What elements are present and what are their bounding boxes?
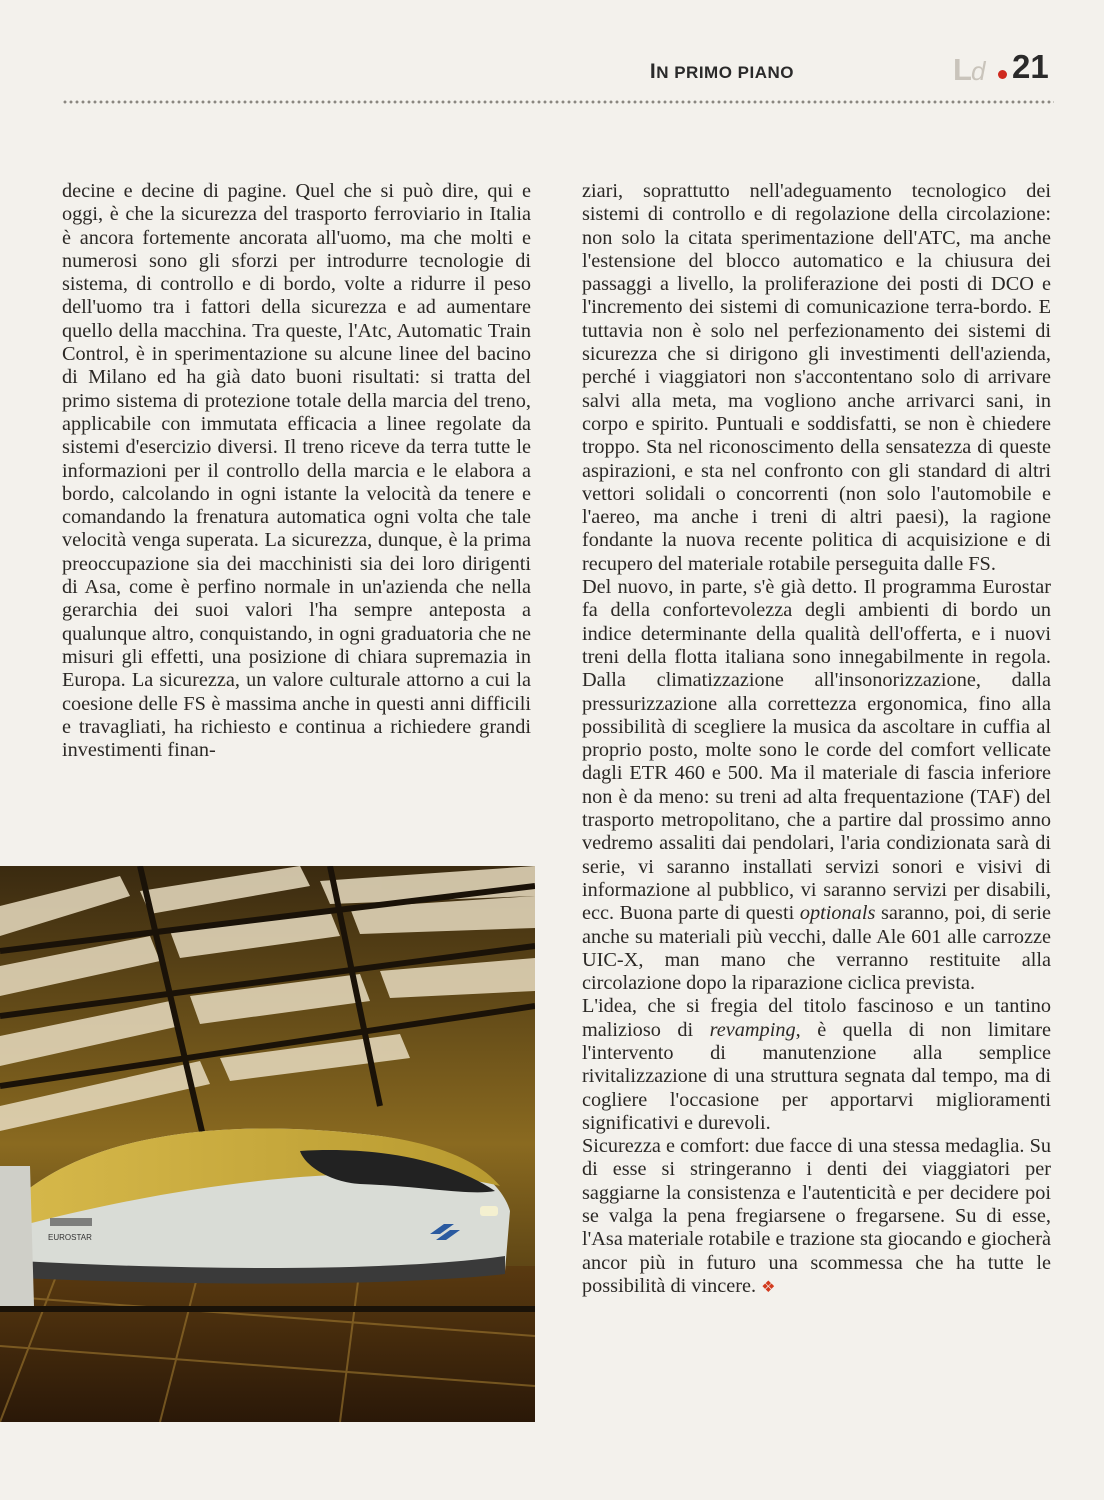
- magazine-logo: Ld: [953, 52, 985, 87]
- end-mark-icon: ❖: [761, 1278, 776, 1296]
- paragraph: Del nuovo, in parte, s'è già detto. Il programma Eurostar fa della confortevolezza degli ambienti di bordo un indice determinante della qualità dell'offerta, e i nuovi treni della flotta italiana sono innegabilmente in regola. Dalla climatizzazione all'insonorizzazione, dalla pressurizzazione alla correttezza ergonomica, fino alla possibilità di scegliere la musica da ascoltare in cuffia al proprio posto, molte sono le corde del comfort vellicate dagli ETR 460 e 500. Ma il materiale di fascia inferiore non è da meno: su treni ad alta frequentazione (TAF) del trasporto metropolitano, che a partire dal prossimo anno vedremo assaliti dai pendolari, l'aria condizionata sarà di serie, vi saranno installati servizi sonori e visivi di informazione al pubblico, vi saranno servizi per disabili, ecc. Buona parte di questi optionals saranno, poi, di serie anche su materiali più vecchi, dalle Ale 601 alle carrozze UIC-X, man mano che verranno restituite alla circolazione dopo la riparazione ciclica prevista.: [582, 576, 1051, 995]
- paragraph: decine e decine di pagine. Quel che si può dire, qui e oggi, è che la sicurezza del trasporto ferroviario in Italia è ancora fortemente ancorata all'uomo, ma che molti e numerosi sono gli sforzi per introdurre tecnologie di sistema, di controllo e di bordo, volte a ridurre il peso dell'uomo tra i fattori della sicurezza e ad aumentare quello della macchina. Tra queste, l'Atc, Automatic Train Control, è in sperimentazione su alcune linee del bacino di Milano ed ha già dato buoni risultati: si tratta del primo sistema di protezione totale della marcia del treno, applicabile con immutata efficacia a linee regolate da sistemi d'esercizio diversi. Il treno riceve da terra tutte le informazioni per il controllo della marcia e le elabora a bordo, calcolando in ogni istante la velocità da tenere e comandando la frenatura automatica ogni volta che tale velocità venga superata. La sicurezza, dunque, è la prima preoccupazione sia dei macchinisti sia dei loro dirigenti di Asa, come è perfino normale in un'azienda che nella gerarchia dei suoi valori l'ha sempre anteposta a qualunque altro, conquistando, in ogni graduatoria che ne misuri gli effetti, una posizione di chiara supremazia in Europa. La sicurezza, un valore culturale attorno a cui la coesione delle FS è massima anche in questi anni difficili e travagliati, ha richiesto e continua a richiedere grandi investimenti finan-: [62, 180, 531, 762]
- section-label: IN PRIMO PIANO: [649, 60, 794, 83]
- paragraph: ziari, soprattutto nell'adeguamento tecnologico dei sistemi di controllo e di regolazione della circolazione: non solo la citata sperimentazione dell'ATC, ma anche l'estensione del blocco automatico e la chiusura dei passaggi a livello, la proliferazione dei posti di DCO e l'incremento dei sistemi di comunicazione terra-bordo. E tuttavia non è solo nel perfezionamento dei sistemi di sicurezza che si dirigono gli investimenti dell'azienda, perché i viaggiatori non s'accontentano solo di arrivare salvi alla meta, ma vogliono anche arrivarci sani, in corpo e spirito. Puntuali e soddisfatti, se non è chiedere troppo. Sta nel riconoscimento della sensatezza di queste aspirazioni, e sta nel confronto con gli standard di altri vettori solidali o concorrenti (non solo l'automobile e l'aereo, ma anche i treni di altri paesi), la ragione fondante la nuova recente politica di acquisizione e di recupero del materiale rotabile perseguita dalle FS.: [582, 180, 1051, 575]
- train-photo-illustration: [0, 866, 535, 1422]
- left-column: [62, 180, 531, 762]
- right-column: [582, 180, 1051, 1299]
- dotted-divider: [62, 100, 1054, 104]
- paragraph: Sicurezza e comfort: due facce di una stessa medaglia. Su di esse si stringeranno i denti dei viaggiatori per saggiarne la consistenza e l'autenticità e per decidere poi se valga la pena fregiarsene o fregarsene. Su di esse, l'Asa materiale rotabile e trazione sta giocando e giocherà ancor più in futuro una scommessa che ha tutte le possibilità di vincere. ❖: [582, 1135, 1051, 1297]
- train-photo: [0, 866, 535, 1422]
- train-label: EUROSTAR: [48, 1233, 92, 1242]
- paragraph: L'idea, che si fregia del titolo fascinoso e un tantino malizioso di revamping, è quella di non limitare l'intervento di manutenzione alla semplice rivitalizzazione di una struttura segnata dal tempo, ma di cogliere l'occasione per apportarvi miglioramenti significativi e durevoli.: [582, 995, 1051, 1134]
- page-number: 21: [1012, 48, 1049, 85]
- red-bullet-icon: [998, 70, 1007, 79]
